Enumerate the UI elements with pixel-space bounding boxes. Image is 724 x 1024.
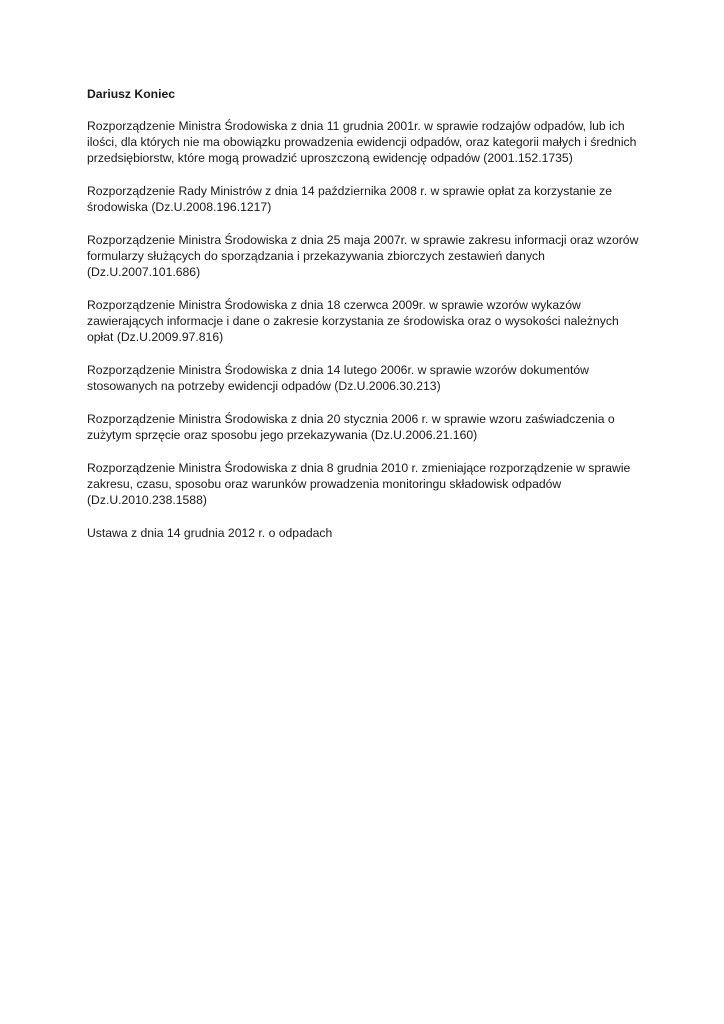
regulation-entry: Rozporządzenie Ministra Środowiska z dnia 25 maja 2007r. w sprawie zakresu informacji oraz wzorów formularzy służących do sporządzania i przekazywania zbiorczych zestawień danych (Dz.U.2007.101.686) [87,233,639,279]
regulation-entry: Rozporządzenie Ministra Środowiska z dnia 18 czerwca 2009r. w sprawie wzorów wykazów zawierających informacje i dane o zakresie korzystania ze środowiska oraz o wysokości należnych opłat (Dz.U.2009.97.816) [87,298,619,344]
regulation-entry: Rozporządzenie Ministra Środowiska z dnia 8 grudnia 2010 r. zmieniające rozporządzenie w sprawie zakresu, czasu, sposobu oraz warunków prowadzenia monitoringu składowisk odpadów (Dz.U.2010.238.1588) [87,461,631,507]
regulation-entry: Rozporządzenie Ministra Środowiska z dnia 11 grudnia 2001r. w sprawie rodzajów odpadów, lub ich ilości, dla których nie ma obowiązku prowadzenia ewidencji odpadów, oraz kategorii małych i średnich przedsiębiorstw, które mogą prowadzić uproszczoną ewidencję odpadów (2001.152.1735) [87,119,637,165]
regulation-entry: Ustawa z dnia 14 grudnia 2012 r. o odpadach [87,526,333,540]
regulation-entry: Rozporządzenie Ministra Środowiska z dnia 20 stycznia 2006 r. w sprawie wzoru zaświadczenia o zużytym sprzęcie oraz sposobu jego przekazywania (Dz.U.2006.21.160) [87,412,615,442]
document-content [87,86,642,558]
regulation-entry: Rozporządzenie Ministra Środowiska z dnia 14 lutego 2006r. w sprawie wzorów dokumentów stosowanych na potrzeby ewidencji odpadów (Dz.U.2006.30.213) [87,363,589,393]
author-name: Dariusz Koniec [87,87,176,101]
regulation-entry: Rozporządzenie Rady Ministrów z dnia 14 października 2008 r. w sprawie opłat za korzystanie ze środowiska (Dz.U.2008.196.1217) [87,184,613,214]
